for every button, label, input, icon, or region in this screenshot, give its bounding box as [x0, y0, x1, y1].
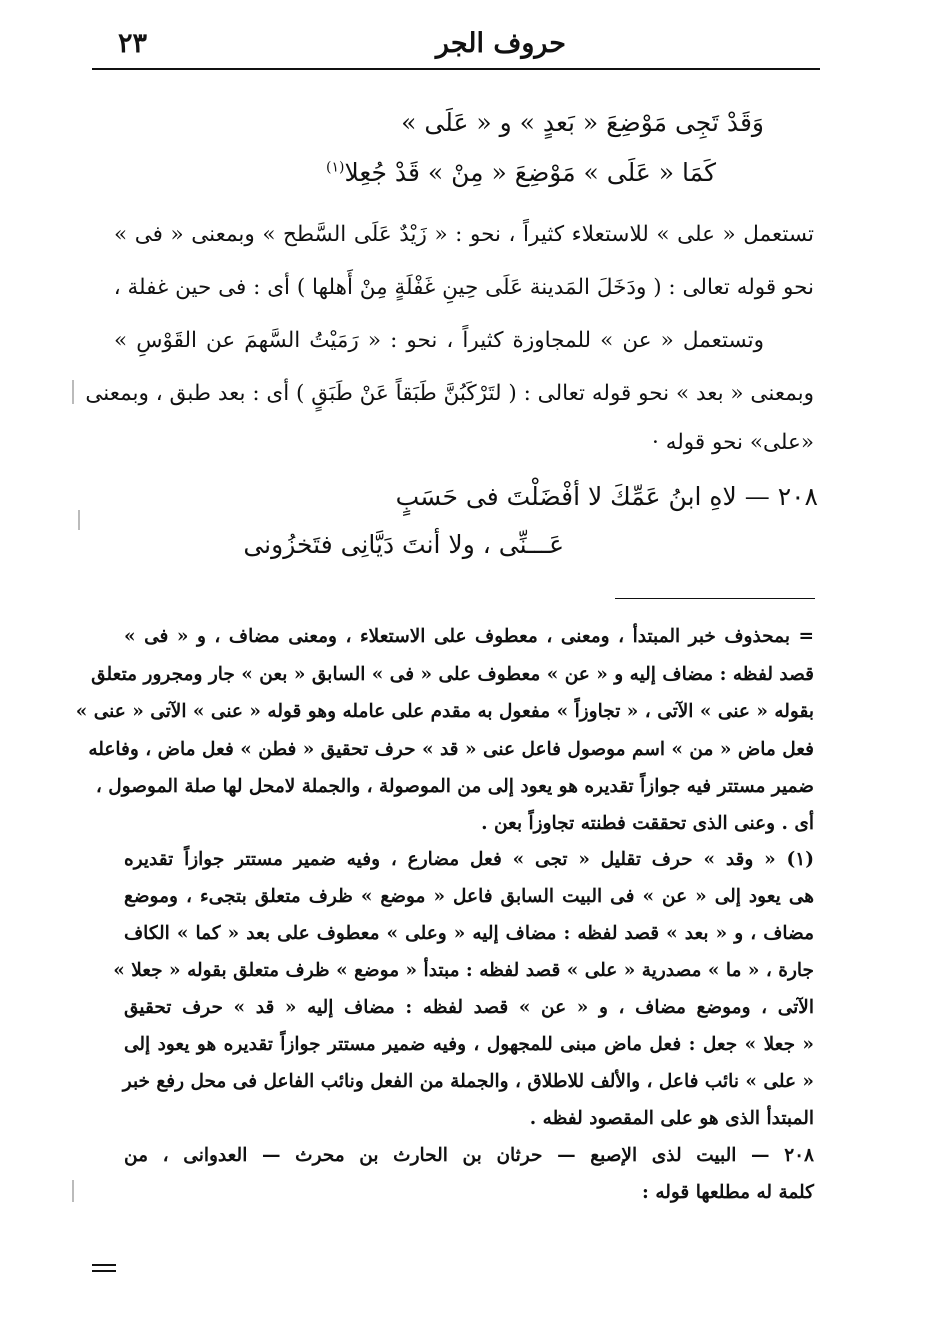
footnote-line: كلمة له مطلعها قوله : — [642, 1182, 814, 1203]
body-line-3: وتستعمل « عن » للمجاوزة كثيراً ، نحو : « رَمَيْتُ السَّهمَ عن القَوْسِ » — [114, 328, 764, 353]
running-header-title: حروف الجر — [435, 28, 566, 59]
footnote-line: ٢٠٨ — البيت لذى الإصبع — حرثان بن الحارث بن محرث — العدوانى ، من — [124, 1145, 814, 1166]
verse-line-1-text: وَقَدْ تَجِى مَوْضِعَ « بَعدٍ » و « عَلَى » — [401, 108, 764, 137]
body-line-2: نحو قوله تعالى : ( ودَخَلَ المَدينة عَلَى حِينِ غَفْلَةٍ مِنْ أَهلها ) أى : فى حين غفلة ، — [113, 275, 814, 300]
footnote-line: مضاف ، و « بعد » قصد لفظه : مضاف إليه « وعلى » معطوف على بعد « كما » الكاف — [124, 923, 814, 944]
footnote-line: ضمير مستتر فيه جوازاً تقديره هو يعود إلى من الموصولة ، والجملة لامحل لها صلة الموصول ، — [95, 776, 814, 797]
footnote-rule — [615, 598, 815, 599]
verse-line-2-text: كَمَا « عَلَى » مَوْضِعَ « مِنْ » قَدْ جُعِلا — [344, 158, 716, 187]
scan-artifact — [78, 510, 80, 530]
body-line-1: تستعمل « على » للاستعلاء كثيراً ، نحو : « زَيْدٌ عَلَى السَّطح » وبمعنى « فى » — [114, 222, 814, 247]
header-rule — [92, 68, 820, 70]
footnote-line: = بمحذوف خبر المبتدأ ، ومعنى ، معطوف على الاستعلاء ، ومعنى مضاف ، و « فى » — [124, 626, 814, 647]
footnote-line: هى يعود إلى « عن » فى البيت السابق فاعل « موضع » ظرف متعلق بتجىء ، وموضع — [124, 886, 814, 907]
scan-artifact — [72, 1180, 74, 1202]
verse-line-1 — [401, 108, 764, 137]
body-line-4: وبمعنى « بعد » نحو قوله تعالى : ( لتَرْكَبُنَّ طَبَقاً عَنْ طَبَقٍ ) أى : بعد طبق ، وبمعنى — [85, 381, 814, 406]
footnote-line: أى . وعنى الذى تحققت فطنته تجاوزاً بعن . — [481, 813, 814, 834]
footnote-line: المبتدأ الذى هو على المقصود لفظه . — [529, 1108, 814, 1129]
footnote-line: بقوله « عنى » الآتى ، « تجاوزاً » مفعول به مقدم على عامله وهو قوله « عنى » الآتى « عنى » — [75, 701, 814, 722]
scan-artifact — [72, 380, 74, 404]
footnote-line: (١) « وقد » حرف تقليل « تجى » فعل مضارع ، وفيه ضمير مستتر جوازاً تقديره — [124, 849, 814, 870]
poem-number: ٢٠٨ — — [744, 482, 818, 511]
verse-line-2 — [326, 158, 716, 187]
footnote-line: « جعلا » جعل : فعل ماض مبنى للمجهول ، وفيه ضمير مستتر جوازاً تقديره هو يعود إلى — [124, 1034, 814, 1055]
continuation-mark — [92, 1264, 116, 1276]
footnote-line: « على » نائب فاعل ، والألف للاطلاق ، والجملة من الفعل ونائب الفاعل فى محل رفع خبر — [122, 1071, 814, 1092]
poem-line-1 — [396, 482, 818, 511]
poem-line-1-text: لاهِ ابنُ عَمِّكَ لا أفْضَلْتَ فى حَسَبٍ — [395, 482, 737, 511]
footnote-line: فعل ماض « من » اسم موصول فاعل عنى « قد » حرف تحقيق « فطن » فعل ماض ، وفاعله — [88, 739, 814, 760]
page-number: ٢٣ — [118, 28, 148, 59]
footnote-line: جارة ، « ما » مصدرية « على » قصد لفظه : مبتدأ « موضع » ظرف متعلق بقوله « جعلا » — [113, 960, 814, 981]
footnote-ref: (١) — [326, 159, 345, 176]
poem-line-2: عَـــنِّى ، ولا أنتَ دَيَّانِى فتَخزُونى — [243, 530, 564, 559]
footnote-line: قصد لفظه : مضاف إليه و « عن » معطوف على « فى » السابق « بعن » جار ومجرور متعلق — [91, 664, 814, 685]
footnote-line: الآتى ، وموضع مضاف ، و « عن » قصد لفظه : مضاف إليه « قد » حرف تحقيق — [124, 997, 814, 1018]
body-line-5: «على» نحو قوله · — [652, 430, 814, 455]
